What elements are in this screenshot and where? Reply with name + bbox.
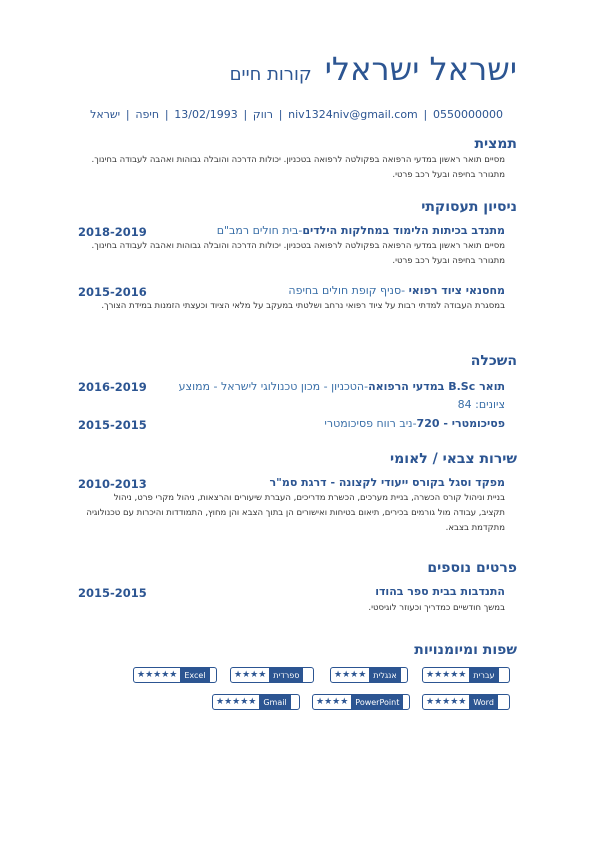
rating-stars-icon: ★★★★★ (426, 697, 467, 707)
experience-years: 2015-2016 (78, 285, 147, 299)
contact-separator: | (125, 108, 130, 121)
skill-label: ספרדית (269, 668, 303, 682)
additional-role: התנדבות בבית ספר בהודו (375, 585, 505, 598)
full-name: ישראל ישראלי (324, 50, 517, 88)
contact-line (90, 108, 503, 121)
contact-birthdate: 13/02/1993 (174, 108, 238, 121)
experience-role: מתנדב בכיתות הלימוד במחלקות הילדים (302, 224, 505, 237)
contact-separator: | (423, 108, 428, 121)
skill-chip (422, 667, 510, 683)
contact-separator: | (243, 108, 248, 121)
contact-separator: | (164, 108, 169, 121)
experience-text: מסיים תואר ראשון במדעי הרפואה בפקולטה לרפואה בטכניון. יכולות הדרכה והובלה גבוהות ואהבה לעבודה בחינוך. מתגורר בחיפה ובעל רכב פרטי. (91, 241, 505, 266)
military-role: מפקד וסגל בקורס ייעודי לקצונה - דרגת סמ"ר (269, 476, 505, 489)
skill-chip (330, 667, 408, 683)
education-years: 2015-2015 (78, 418, 147, 432)
skill-chip (212, 694, 300, 710)
skill-chip (422, 694, 510, 710)
education-place: -הטכניון - מכון טכנולוגי לישראל - ממוצע ציונים: 84 (178, 380, 505, 411)
skill-label: Excel (180, 668, 209, 682)
summary-text: מסיים תואר ראשון במדעי הרפואה בפקולטה לרפואה בטכניון. יכולות הדרכה והובלה גבוהות ואהבה לעבודה בחינוך. מתגורר בחיפה ובעל רכב פרטי. (91, 155, 505, 180)
skill-label: Gmail (259, 695, 290, 709)
contact-status: רווק (252, 108, 273, 121)
education-entry-title (175, 378, 505, 414)
military-title: שירות צבאי / לאומי (390, 451, 517, 467)
skills-title: שפות ומיומנויות (414, 642, 517, 658)
military-text: בניית וניהול קורס הכשרה, בניית מערכים, הכשרת מדריכים, העברת שיעורים והרצאות, ניהול מקרי פרט, ניהול תקציב, עבודה מול גורמים בכירים, תיאום בטיחות ואישורים הן בתוך הצבא והן מחוץ, התמודדות והיכרות עם טכנולוגיה מתקדמת בצבא. (86, 493, 505, 533)
experience-years: 2018-2019 (78, 225, 147, 239)
contact-country: ישראל (90, 108, 121, 121)
skill-label: אנגלית (369, 668, 400, 682)
military-entry-title (270, 476, 506, 489)
summary-title: תמצית (474, 136, 517, 152)
education-entry-title (324, 417, 505, 430)
contact-email: niv1324niv@gmail.com (288, 108, 418, 121)
experience-title: ניסיון תעסוקתי (421, 199, 517, 215)
experience-text: במסגרת העבודה למדתי רבות על ציוד רפואי נרחב ושלטתי במעקב על מלאי הציוד וכעצתי הזמנות במידת הצורך. (101, 301, 505, 311)
skill-label: Word (469, 695, 498, 709)
rating-stars-icon: ★★★★ (234, 670, 267, 680)
experience-entry-title (217, 224, 505, 237)
rating-stars-icon: ★★★★ (316, 697, 349, 707)
additional-text: במשך חודשיים כמדריך וכעוזר לוגיסטי. (368, 603, 505, 613)
education-degree: תואר B.Sc במדעי הרפואה (368, 380, 505, 393)
experience-role: מחסנאי ציוד רפואי (408, 284, 505, 297)
additional-years: 2015-2015 (78, 586, 147, 600)
education-title: השכלה (470, 353, 517, 369)
contact-city: חיפה (135, 108, 160, 121)
experience-entry-title (288, 284, 505, 297)
experience-place: -בית חולים רמב"ם (216, 224, 303, 237)
resume-header (230, 50, 517, 88)
rating-stars-icon: ★★★★★ (426, 670, 467, 680)
contact-phone: 0550000000 (433, 108, 503, 121)
resume-subtitle: קורות חיים (229, 64, 312, 85)
rating-stars-icon: ★★★★★ (216, 697, 257, 707)
rating-stars-icon: ★★★★ (334, 670, 367, 680)
skill-label: עברית (469, 668, 498, 682)
rating-stars-icon: ★★★★★ (137, 670, 178, 680)
skill-label: PowerPoint (351, 695, 403, 709)
military-years: 2010-2013 (78, 477, 147, 491)
education-years: 2016-2019 (78, 380, 147, 394)
education-degree: פסיכומטרי - 720 (416, 417, 505, 430)
education-place: -ניב רווח פסיכומטרי (324, 417, 417, 430)
experience-place: -סניף קופת חולים בחיפה (288, 284, 409, 297)
skill-chip (312, 694, 410, 710)
additional-entry-title (375, 585, 505, 598)
skill-chip (230, 667, 314, 683)
contact-separator: | (278, 108, 283, 121)
skill-chip (133, 667, 217, 683)
additional-title: פרטים נוספים (427, 560, 517, 576)
